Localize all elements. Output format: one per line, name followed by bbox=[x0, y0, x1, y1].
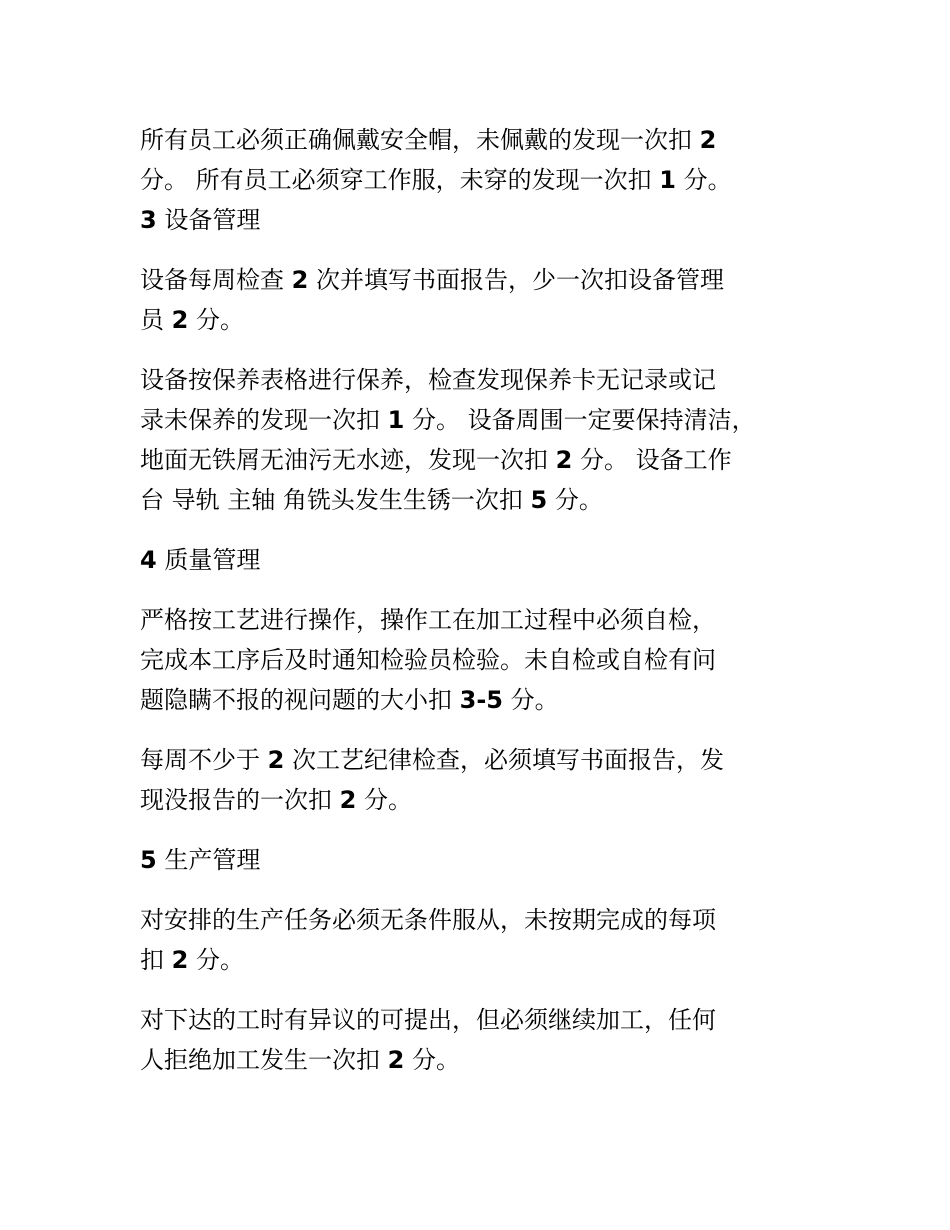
text-line: 4 质量管理 bbox=[140, 546, 261, 574]
paragraph bbox=[140, 1000, 840, 1080]
paragraph bbox=[140, 600, 840, 720]
text-line: 严格按工艺进行操作，操作工在加工过程中必须自检， bbox=[140, 606, 716, 634]
text-line: 对安排的生产任务必须无条件服从，未按期完成的每项 bbox=[140, 906, 716, 934]
paragraph bbox=[140, 120, 840, 240]
text-line: 每周不少于 2 次工艺纪律检查，必须填写书面报告，发 bbox=[140, 746, 724, 774]
section-heading bbox=[140, 840, 840, 880]
text-line: 台 导轨 主轴 角铣头发生生锈一次扣 5 分。 bbox=[140, 486, 603, 514]
paragraph bbox=[140, 740, 840, 820]
text-line: 所有员工必须正确佩戴安全帽，未佩戴的发现一次扣 2 bbox=[140, 126, 717, 154]
text-line: 对下达的工时有异议的可提出，但必须继续加工，任何 bbox=[140, 1006, 716, 1034]
text-line: 完成本工序后及时通知检验员检验。未自检或自检有问 bbox=[140, 646, 716, 674]
section-heading bbox=[140, 540, 840, 580]
text-line: 扣 2 分。 bbox=[140, 946, 244, 974]
text-line: 5 生产管理 bbox=[140, 846, 261, 874]
text-line: 分。 所有员工必须穿工作服，未穿的发现一次扣 1 分。 bbox=[140, 166, 732, 194]
paragraph bbox=[140, 360, 840, 520]
text-line: 设备每周检查 2 次并填写书面报告，少一次扣设备管理 bbox=[140, 266, 724, 294]
text-line: 员 2 分。 bbox=[140, 306, 244, 334]
paragraph bbox=[140, 900, 840, 980]
text-line: 现没报告的一次扣 2 分。 bbox=[140, 786, 412, 814]
section-heading: 3 设备管理 bbox=[140, 206, 261, 234]
text-line: 设备按保养表格进行保养，检查发现保养卡无记录或记 bbox=[140, 366, 716, 394]
text-line: 题隐瞒不报的视问题的大小扣 3-5 分。 bbox=[140, 686, 559, 714]
text-line: 地面无铁屑无油污无水迹，发现一次扣 2 分。 设备工作 bbox=[140, 446, 732, 474]
text-line: 人拒绝加工发生一次扣 2 分。 bbox=[140, 1046, 460, 1074]
paragraph bbox=[140, 260, 840, 340]
document-body bbox=[140, 120, 840, 1100]
text-line: 录未保养的发现一次扣 1 分。 设备周围一定要保持清洁， bbox=[140, 406, 756, 434]
